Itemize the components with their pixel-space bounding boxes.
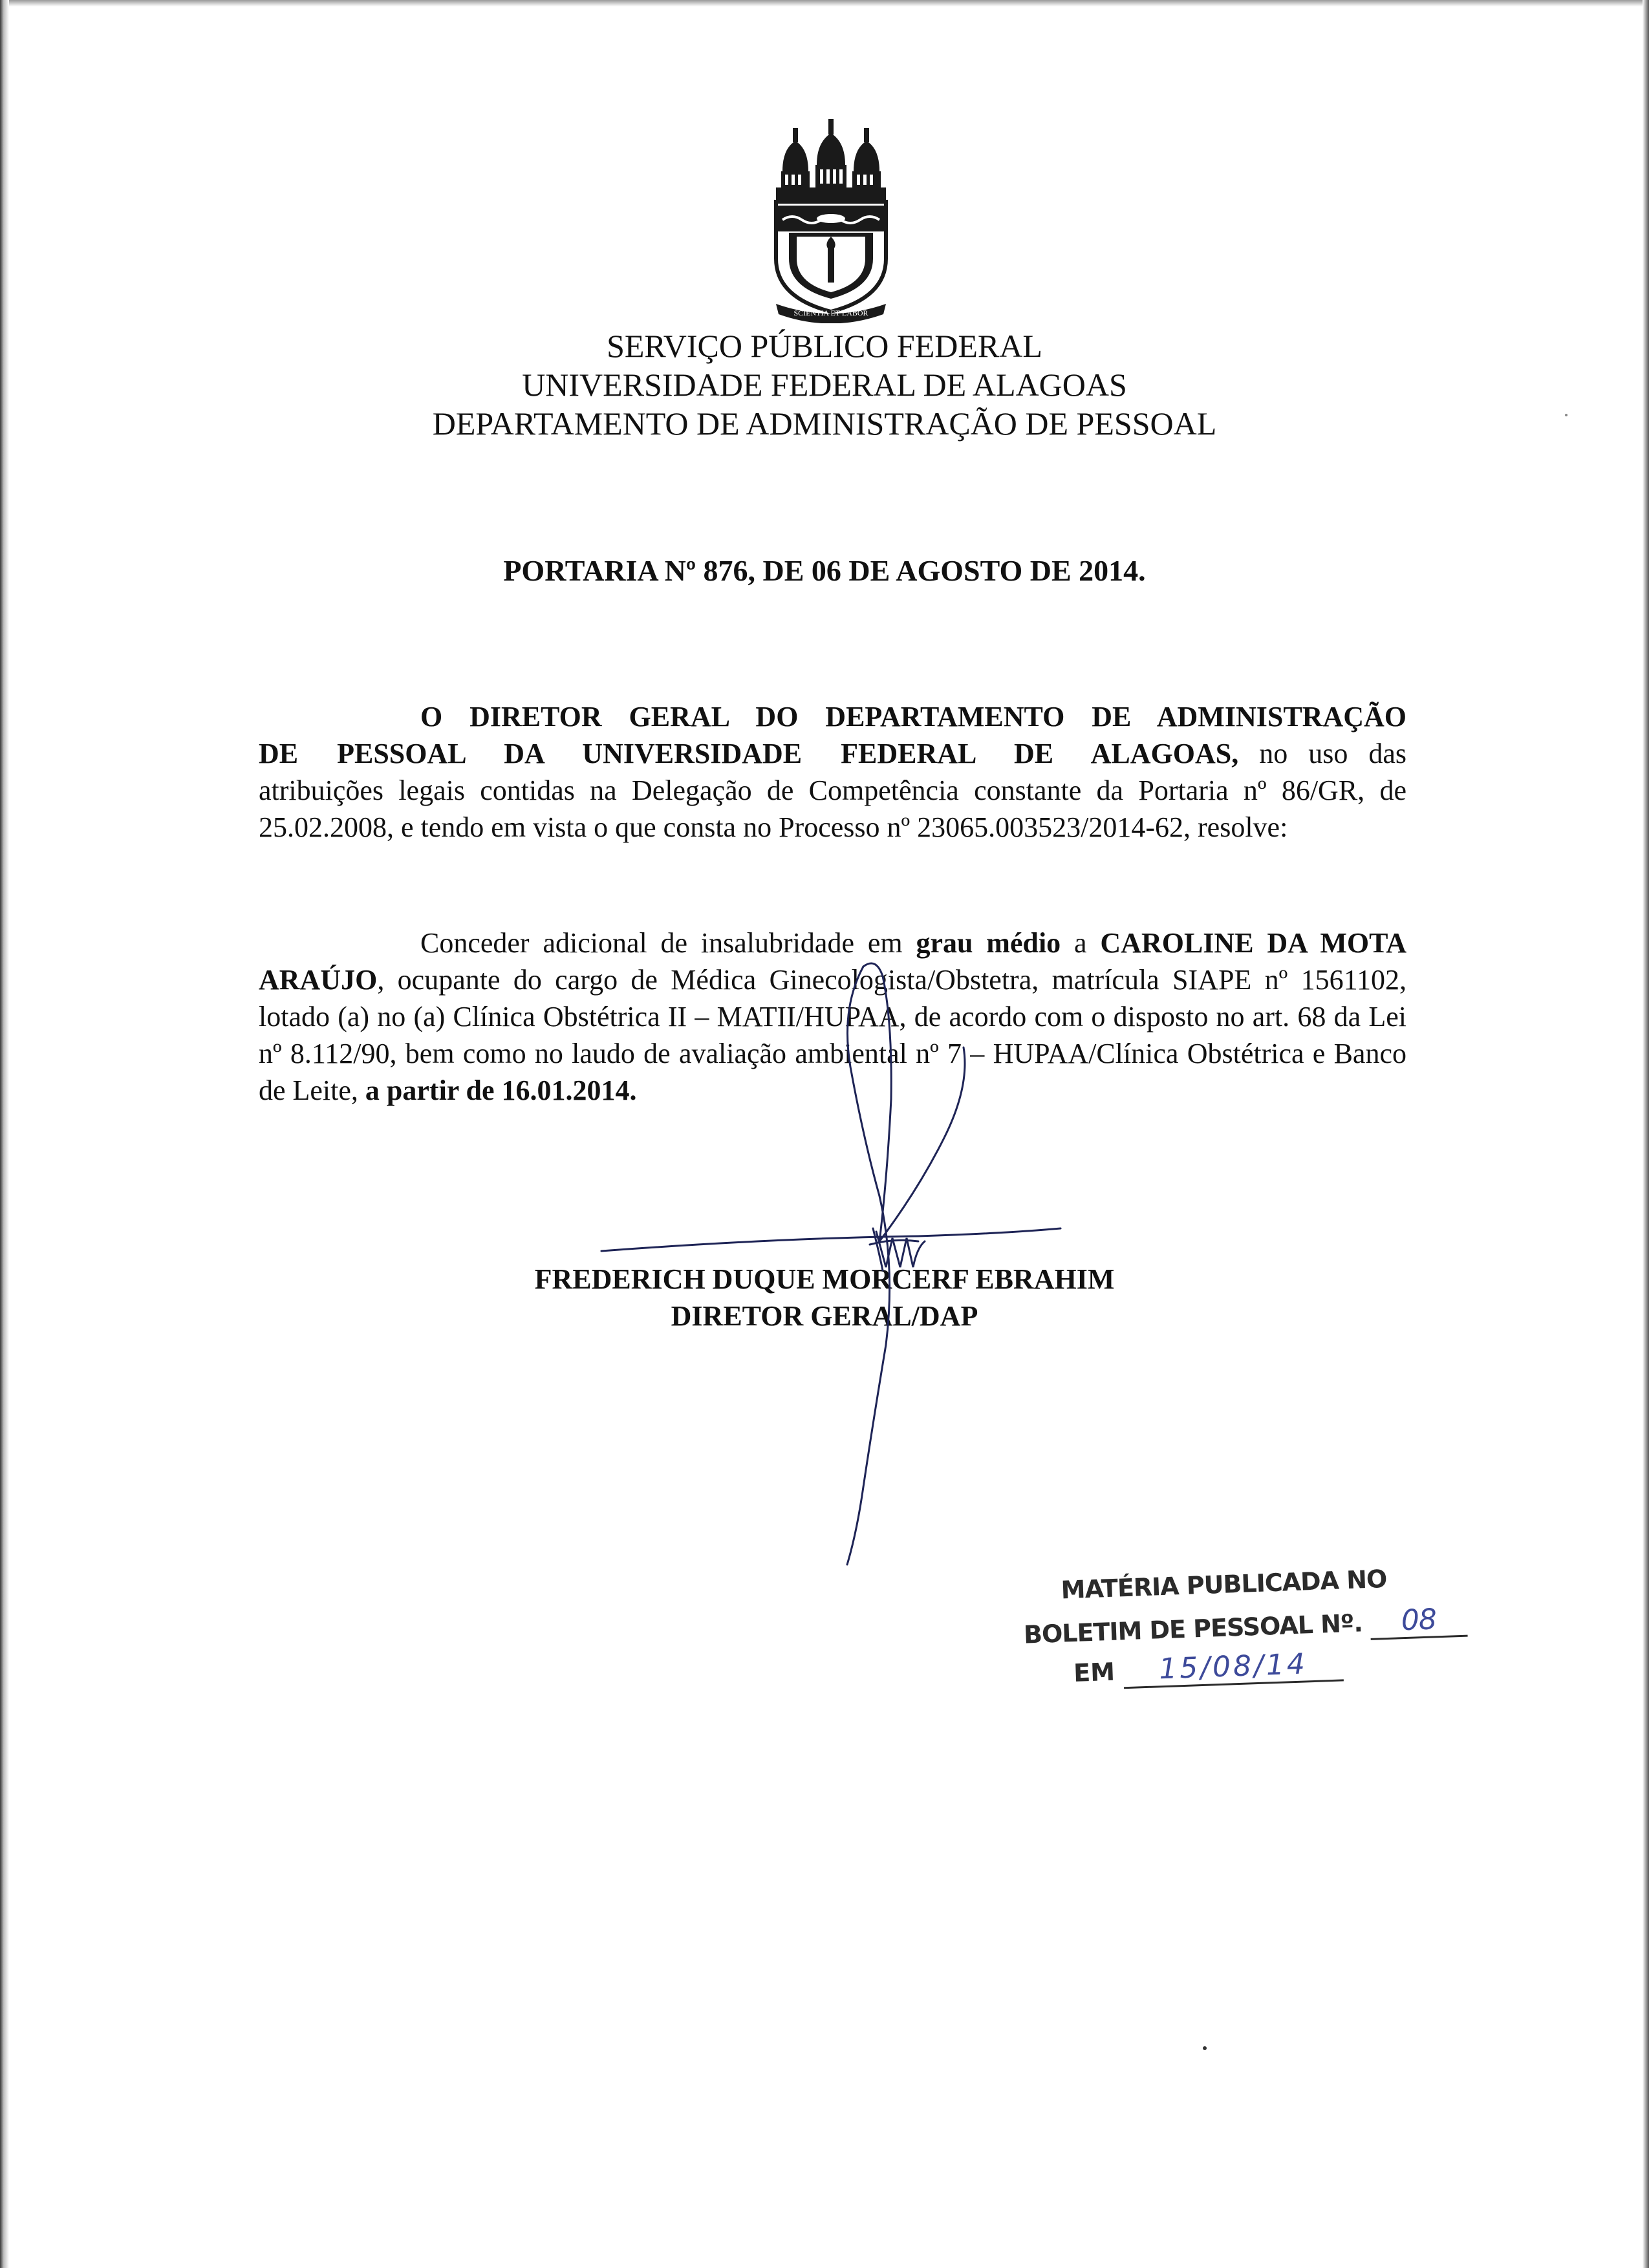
scan-speck (1203, 2046, 1207, 2050)
scan-speck (1565, 414, 1568, 416)
paragraph-resolution (259, 925, 1406, 1109)
stamp-boletim-number: 08 (1370, 1602, 1468, 1640)
signer-title: DIRETOR GERAL/DAP (671, 1300, 978, 1332)
university-crest-icon (763, 110, 899, 323)
stamp-boletim-label: BOLETIM DE PESSOAL Nº. (1023, 1609, 1363, 1649)
stamp-date-label: EM (1073, 1657, 1116, 1687)
preamble-lead: O DIRETOR GERAL DO DEPARTAMENTO DE ADMINISTRAÇÃO DE PESSOAL DA UNIVERSIDADE FEDERAL DE ALAGOAS, (259, 701, 1406, 769)
resolution-part1: Conceder adicional de insalubridade em (420, 927, 916, 959)
header-line-university: UNIVERSIDADE FEDERAL DE ALAGOAS (522, 367, 1127, 403)
signer-name: FREDERICH DUQUE MORCERF EBRAHIM (534, 1263, 1115, 1295)
stamp-date-value: 15/08/14 (1123, 1646, 1344, 1689)
header-line-service: SERVIÇO PÚBLICO FEDERAL (607, 328, 1042, 364)
signature-block (0, 1261, 1649, 1334)
resolution-end: . (629, 1075, 637, 1106)
header-line-department: DEPARTAMENTO DE ADMINISTRAÇÃO DE PESSOAL (432, 405, 1217, 442)
publication-stamp (1015, 1564, 1437, 1746)
portaria-title: PORTARIA Nº 876, DE 06 DE AGOSTO DE 2014. (503, 554, 1146, 587)
resolution-effective-date: a partir de 16.01.2014 (365, 1075, 630, 1106)
stamp-line-published: MATÉRIA PUBLICADA NO (1060, 1564, 1387, 1605)
svg-text:SCIENTIA ET LABOR: SCIENTIA ET LABOR (793, 308, 868, 317)
stamp-line-boletim (1023, 1602, 1468, 1653)
scan-edge-top (0, 0, 1649, 6)
stamp-line-date (1073, 1646, 1344, 1691)
resolution-part2: a (1061, 927, 1101, 959)
paragraph-preamble (259, 698, 1406, 846)
document-header (0, 326, 1649, 443)
preamble-rest: no uso das atribuições legais contidas na Delegação de Competência constante da Portaria nº 86/GR, de 25.02.2008, e tendo em vista o que consta no Processo nº 23065.003523/2014-62, resolve: (259, 738, 1407, 843)
resolution-part3: , ocupante do cargo de Médica Ginecologista/Obstetra, matrícula SIAPE nº 1561102, lotado (a) no (a) Clínica Obstétrica II – MATII/HUPAA, de acordo com o disposto no art. 68 da Lei nº 8.112/90, bem como no laudo de avaliação ambiental nº 7 – HUPAA/Clínica Obstétrica e Banco de Leite, (259, 964, 1406, 1106)
resolution-employee-name: CAROLINE DA MOTA ARAÚJO (259, 927, 1406, 996)
resolution-grade: grau médio (916, 927, 1061, 959)
